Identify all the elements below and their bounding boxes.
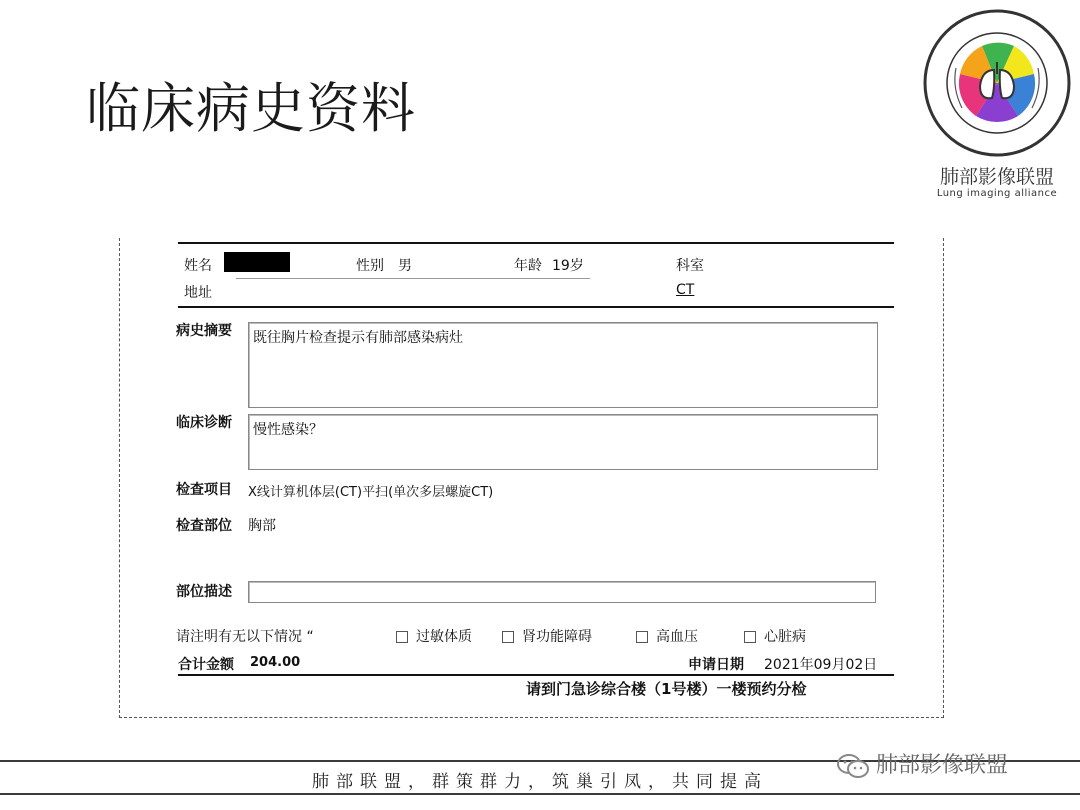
total-label: 合计金额	[178, 657, 234, 673]
condition-hypertension	[636, 626, 698, 646]
footer-slogan: 肺部联盟，群策群力，筑巢引凤，共同提高	[312, 772, 768, 792]
alliance-logo	[922, 8, 1072, 198]
date-value: 2021年09月02日	[764, 657, 878, 673]
name-label: 姓名	[184, 258, 212, 274]
dept-label: 科室	[676, 258, 704, 274]
history-value: 既往胸片检查提示有肺部感染病灶	[253, 330, 463, 346]
wechat-name: 肺部影像联盟	[876, 753, 1009, 778]
instruction-text: 请到门急诊综合楼（1号楼）一楼预约分检	[526, 680, 807, 698]
name-redaction	[224, 252, 290, 272]
exam-item-value: X线计算机体层(CT)平扫(单次多层螺旋CT)	[248, 485, 494, 500]
sex-label: 性别	[356, 258, 384, 274]
name-underline	[236, 278, 590, 279]
condition-renal-label: 肾功能障碍	[522, 629, 592, 645]
age-label: 年龄	[514, 258, 542, 274]
wechat-watermark	[836, 748, 1008, 780]
diagnosis-value: 慢性感染？	[253, 422, 323, 438]
header-rule	[178, 306, 894, 308]
slide-title: 临床病史资料	[86, 77, 416, 140]
site-desc-label: 部位描述	[176, 584, 232, 600]
address-label: 地址	[184, 285, 212, 301]
exam-item-label: 检查项目	[176, 482, 232, 498]
note-label: 请注明有无以下情况 “	[176, 629, 314, 645]
age-value: 19岁	[552, 258, 584, 274]
bottom-rule	[178, 674, 894, 676]
request-form	[119, 238, 944, 718]
checkbox-renal	[502, 631, 514, 643]
sex-value: 男	[398, 258, 412, 274]
condition-allergy	[396, 626, 472, 646]
exam-site-label: 检查部位	[176, 518, 232, 534]
condition-allergy-label: 过敏体质	[416, 629, 472, 645]
logo-name-cn: 肺部影像联盟	[939, 166, 1054, 188]
footer-rule-bottom	[0, 793, 1080, 795]
condition-heart	[744, 626, 806, 646]
ct-value: CT	[676, 282, 695, 298]
checkbox-hypertension	[636, 631, 648, 643]
diagnosis-label: 临床诊断	[176, 415, 232, 431]
condition-hypertension-label: 高血压	[656, 629, 698, 645]
exam-site-value: 胸部	[248, 518, 276, 534]
condition-heart-label: 心脏病	[764, 629, 806, 645]
date-label: 申请日期	[688, 657, 744, 673]
history-label: 病史摘要	[176, 323, 232, 339]
site-desc-box	[248, 581, 876, 603]
logo-seal-icon	[922, 8, 1072, 158]
checkbox-allergy	[396, 631, 408, 643]
top-rule	[178, 242, 894, 244]
checkbox-heart	[744, 631, 756, 643]
history-box	[248, 322, 878, 408]
wechat-icon	[836, 752, 870, 780]
condition-renal	[502, 626, 592, 646]
total-value: 204.00	[250, 655, 301, 670]
diagnosis-box	[248, 414, 878, 470]
logo-name-en: Lung imaging alliance	[936, 188, 1058, 199]
